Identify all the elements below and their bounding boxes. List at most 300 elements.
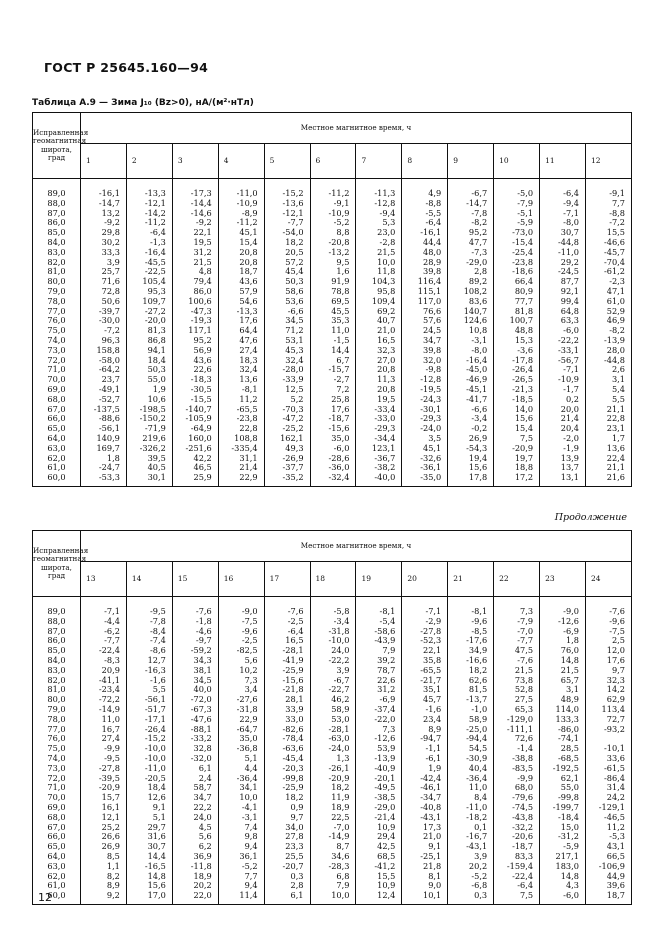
value-cell: 18,2 [448, 666, 494, 676]
value-cell: 34,5 [264, 316, 310, 326]
value-cell: 9,7 [264, 813, 310, 823]
value-cell: -78,4 [264, 734, 310, 744]
value-cell: -52,7 [81, 395, 127, 405]
document-header: ГОСТ Р 25645.160—94 [44, 60, 209, 75]
table-row [33, 813, 632, 823]
value-cell: 15,7 [81, 793, 127, 803]
value-cell: -14,7 [81, 199, 127, 209]
value-cell: 124,6 [448, 316, 494, 326]
value-cell: -24,7 [81, 463, 127, 473]
value-cell: 160,0 [172, 434, 218, 444]
value-cell: -51,7 [126, 705, 172, 715]
value-cell: 39,2 [356, 656, 402, 666]
value-cell: -45,4 [264, 754, 310, 764]
value-cell: 30,1 [126, 473, 172, 486]
value-cell: -29,3 [356, 424, 402, 434]
value-cell: 52,9 [585, 307, 631, 317]
value-cell: 45,7 [402, 695, 448, 705]
value-cell: -20,9 [81, 783, 127, 793]
value-cell: -22,0 [356, 715, 402, 725]
value-cell: 77,7 [494, 297, 540, 307]
value-cell: -12,1 [264, 209, 310, 219]
value-cell: -5,0 [494, 179, 540, 199]
table-row [33, 365, 632, 375]
value-cell: -93,2 [585, 725, 631, 735]
value-cell: 34,0 [264, 823, 310, 833]
value-cell: -40,8 [402, 803, 448, 813]
value-cell: 46,9 [585, 316, 631, 326]
value-cell: -40,9 [356, 764, 402, 774]
value-cell: 7,2 [310, 385, 356, 395]
value-cell: -38,8 [494, 754, 540, 764]
value-cell: -47,2 [264, 414, 310, 424]
value-cell: -44,8 [585, 356, 631, 366]
hour-header-21: 21 [448, 562, 494, 597]
value-cell: 25,8 [310, 395, 356, 405]
value-cell: -4,4 [81, 617, 127, 627]
latitude-cell: 84,0 [33, 238, 81, 248]
value-cell: -30,1 [402, 405, 448, 415]
value-cell: 63,3 [540, 316, 586, 326]
value-cell: -94,7 [402, 734, 448, 744]
value-cell: 3,1 [585, 375, 631, 385]
data-table-hours-1-12 [32, 112, 632, 487]
value-cell: 117,1 [172, 326, 218, 336]
value-cell: 8,7 [310, 842, 356, 852]
value-cell: 55,0 [126, 375, 172, 385]
value-cell: 16,5 [264, 636, 310, 646]
value-cell: -13,9 [585, 336, 631, 346]
latitude-cell: 62,0 [33, 454, 81, 464]
value-cell: -3,6 [494, 346, 540, 356]
value-cell: 17,6 [310, 405, 356, 415]
latitude-cell: 81,0 [33, 685, 81, 695]
value-cell: -36,0 [310, 463, 356, 473]
value-cell: -199,7 [540, 803, 586, 813]
value-cell: 140,7 [448, 307, 494, 317]
value-cell: -7,1 [81, 597, 127, 617]
value-cell: 20,5 [264, 248, 310, 258]
value-cell: -32,4 [310, 473, 356, 486]
value-cell: 15,6 [126, 881, 172, 891]
value-cell: 133,3 [540, 715, 586, 725]
value-cell: -335,4 [218, 444, 264, 454]
value-cell: -6,2 [81, 627, 127, 637]
value-cell: 4,8 [172, 267, 218, 277]
value-cell: 12,4 [356, 891, 402, 904]
value-cell: -14,9 [310, 832, 356, 842]
value-cell: -1,7 [540, 385, 586, 395]
value-cell: -63,0 [310, 734, 356, 744]
value-cell: -9,7 [172, 636, 218, 646]
value-cell: -8,6 [126, 646, 172, 656]
value-cell: -56,7 [540, 356, 586, 366]
value-cell: 7,7 [218, 872, 264, 882]
value-cell: -41,7 [448, 395, 494, 405]
value-cell: -36,4 [448, 774, 494, 784]
value-cell: 20,8 [218, 258, 264, 268]
value-cell: 33,9 [264, 705, 310, 715]
value-cell: -16,1 [402, 228, 448, 238]
value-cell: 19,4 [448, 454, 494, 464]
value-cell: -71,9 [126, 424, 172, 434]
value-cell: -6,4 [540, 179, 586, 199]
value-cell: -82,5 [218, 646, 264, 656]
value-cell: 31,1 [218, 454, 264, 464]
value-cell: 7,5 [494, 434, 540, 444]
value-cell: 30,7 [540, 228, 586, 238]
value-cell: 14,8 [126, 872, 172, 882]
value-cell: 47,6 [218, 336, 264, 346]
value-cell: -33,2 [172, 734, 218, 744]
value-cell: -2,3 [585, 277, 631, 287]
value-cell: 10,0 [310, 891, 356, 904]
value-cell: -64,2 [81, 365, 127, 375]
value-cell: 6,2 [172, 842, 218, 852]
value-cell: -40,0 [356, 473, 402, 486]
table-body [33, 597, 632, 905]
value-cell: 27,5 [494, 695, 540, 705]
value-cell: 15,4 [218, 238, 264, 248]
value-cell: 18,3 [218, 356, 264, 366]
value-cell: -17,6 [448, 636, 494, 646]
value-cell: 71,2 [264, 326, 310, 336]
value-cell: 10,2 [218, 666, 264, 676]
value-cell: -36,4 [218, 774, 264, 784]
value-cell: 114,0 [540, 705, 586, 715]
value-cell: 219,6 [126, 434, 172, 444]
value-cell: 29,8 [81, 228, 127, 238]
value-cell: 217,1 [540, 852, 586, 862]
value-cell: 44,4 [402, 238, 448, 248]
value-cell: -14,2 [126, 209, 172, 219]
value-cell: -1,6 [402, 705, 448, 715]
value-cell: 32,3 [356, 346, 402, 356]
value-cell: -32,2 [494, 823, 540, 833]
value-cell: 33,6 [585, 754, 631, 764]
value-cell: -11,3 [356, 179, 402, 199]
value-cell: -64,9 [172, 424, 218, 434]
latitude-cell: 85,0 [33, 646, 81, 656]
value-cell: -86,4 [585, 774, 631, 784]
value-cell: 8,9 [81, 881, 127, 891]
value-cell: -9,0 [218, 597, 264, 617]
value-cell: -11,2 [126, 218, 172, 228]
value-cell: -67,3 [172, 705, 218, 715]
value-cell: 100,7 [494, 316, 540, 326]
value-cell: -9,2 [172, 218, 218, 228]
value-cell: 32,4 [218, 365, 264, 375]
latitude-cell: 73,0 [33, 764, 81, 774]
value-cell: -6,4 [402, 218, 448, 228]
value-cell: -9,6 [585, 617, 631, 627]
value-cell: -9,4 [540, 199, 586, 209]
value-cell: 12,6 [126, 793, 172, 803]
value-cell: -15,6 [264, 676, 310, 686]
value-cell: 15,0 [540, 823, 586, 833]
table-row [33, 832, 632, 842]
value-cell: -10,9 [218, 199, 264, 209]
value-cell: -7,2 [585, 218, 631, 228]
value-cell: 58,9 [310, 705, 356, 715]
value-cell: -41,9 [264, 656, 310, 666]
value-cell: -16,3 [126, 666, 172, 676]
value-cell: 10,1 [402, 891, 448, 904]
value-cell: 7,9 [356, 646, 402, 656]
value-cell: 140,9 [81, 434, 127, 444]
value-cell: 64,8 [540, 307, 586, 317]
value-cell: -8,1 [448, 597, 494, 617]
value-cell: 21,5 [540, 666, 586, 676]
value-cell: 57,9 [218, 287, 264, 297]
value-cell: 31,2 [172, 248, 218, 258]
value-cell: 7,5 [494, 891, 540, 904]
value-cell: -43,8 [494, 813, 540, 823]
value-cell: 45,3 [264, 346, 310, 356]
value-cell: 39,5 [126, 454, 172, 464]
latitude-cell: 63,0 [33, 444, 81, 454]
value-cell: 5,1 [126, 813, 172, 823]
latitude-cell: 67,0 [33, 405, 81, 415]
value-cell: -2,9 [402, 617, 448, 627]
value-cell: -24,0 [310, 744, 356, 754]
value-cell: -25,0 [448, 725, 494, 735]
value-cell: -5,8 [310, 597, 356, 617]
value-cell: -2,7 [310, 375, 356, 385]
value-cell: 116,4 [402, 277, 448, 287]
value-cell: 10,0 [218, 793, 264, 803]
value-cell: 34,3 [172, 656, 218, 666]
latitude-cell: 64,0 [33, 434, 81, 444]
value-cell: 3,9 [81, 258, 127, 268]
value-cell: 22,4 [585, 454, 631, 464]
value-cell: -8,2 [585, 326, 631, 336]
value-cell: 4,5 [172, 823, 218, 833]
value-cell: 158,8 [81, 346, 127, 356]
value-cell: -44,8 [540, 238, 586, 248]
hour-header-22: 22 [494, 562, 540, 597]
value-cell: 40,4 [448, 764, 494, 774]
value-cell: -30,0 [81, 316, 127, 326]
value-cell: -38,5 [356, 793, 402, 803]
value-cell: -10,0 [126, 754, 172, 764]
latitude-cell: 68,0 [33, 395, 81, 405]
hour-header-20: 20 [402, 562, 448, 597]
value-cell: 8,9 [402, 725, 448, 735]
value-cell: 9,5 [310, 258, 356, 268]
hour-header-4: 4 [218, 144, 264, 179]
value-cell: 10,6 [126, 395, 172, 405]
latitude-cell: 70,0 [33, 793, 81, 803]
value-cell: 24,0 [310, 646, 356, 656]
value-cell: -21,7 [402, 676, 448, 686]
value-cell: 2,8 [264, 881, 310, 891]
value-cell: -52,3 [402, 636, 448, 646]
value-cell: 29,4 [356, 832, 402, 842]
value-cell: 109,4 [356, 297, 402, 307]
value-cell: -56,1 [81, 424, 127, 434]
value-cell: -16,4 [448, 356, 494, 366]
value-cell: -6,7 [310, 676, 356, 686]
value-cell: 28,9 [402, 258, 448, 268]
value-cell: -12,8 [402, 375, 448, 385]
value-cell: -25,4 [494, 248, 540, 258]
hour-header-17: 17 [264, 562, 310, 597]
value-cell: 11,2 [585, 823, 631, 833]
value-cell: -6,0 [540, 891, 586, 904]
value-cell: -129,1 [585, 803, 631, 813]
value-cell: -24,5 [540, 267, 586, 277]
value-cell: 15,5 [585, 228, 631, 238]
hour-header-3: 3 [172, 144, 218, 179]
value-cell: -0,2 [448, 424, 494, 434]
value-cell: -7,6 [494, 656, 540, 666]
latitude-cell: 72,0 [33, 356, 81, 366]
value-cell: 25,2 [81, 823, 127, 833]
value-cell: -19,5 [402, 385, 448, 395]
value-cell: -23,8 [218, 414, 264, 424]
value-cell: -45,5 [126, 258, 172, 268]
value-cell: 4,3 [540, 881, 586, 891]
latitude-cell: 88,0 [33, 617, 81, 627]
value-cell: 15,5 [356, 872, 402, 882]
value-cell: -11,0 [540, 248, 586, 258]
value-cell: 14,4 [126, 852, 172, 862]
value-cell: -16,7 [448, 832, 494, 842]
value-cell: 22,9 [218, 473, 264, 486]
value-cell: -5,2 [310, 218, 356, 228]
value-cell: 66,5 [585, 852, 631, 862]
value-cell: -8,8 [585, 209, 631, 219]
value-cell: 54,6 [218, 297, 264, 307]
value-cell: 10,9 [356, 823, 402, 833]
value-cell: -9,5 [126, 597, 172, 617]
value-cell: -38,2 [356, 463, 402, 473]
value-cell: 25,5 [264, 852, 310, 862]
value-cell: 22,2 [172, 803, 218, 813]
value-cell: 11,4 [218, 891, 264, 904]
value-cell: -64,7 [218, 725, 264, 735]
continuation-label: Продолжение [554, 512, 627, 523]
value-cell: 53,0 [310, 715, 356, 725]
value-cell: -12,6 [540, 617, 586, 627]
value-cell: 35,8 [402, 656, 448, 666]
value-cell: 20,8 [218, 248, 264, 258]
value-cell: 4,9 [402, 179, 448, 199]
value-cell: -27,8 [81, 764, 127, 774]
value-cell: 100,6 [172, 297, 218, 307]
latitude-cell: 72,0 [33, 774, 81, 784]
value-cell: -13,3 [126, 179, 172, 199]
value-cell: -137,5 [81, 405, 127, 415]
latitude-cell: 76,0 [33, 316, 81, 326]
value-cell: 3,4 [218, 685, 264, 695]
value-cell: 32,8 [172, 744, 218, 754]
value-cell: 72,7 [585, 715, 631, 725]
value-cell: -39,5 [81, 774, 127, 784]
hour-header-6: 6 [310, 144, 356, 179]
value-cell: -22,5 [126, 267, 172, 277]
value-cell: -18,7 [310, 414, 356, 424]
value-cell: 16,7 [81, 725, 127, 735]
value-cell: 123,1 [356, 444, 402, 454]
value-cell: -47,6 [172, 715, 218, 725]
value-cell: -18,6 [494, 267, 540, 277]
value-cell: 9,1 [402, 842, 448, 852]
value-cell: 43,1 [585, 842, 631, 852]
value-cell: 69,2 [356, 307, 402, 317]
data-table-hours-13-24 [32, 530, 632, 905]
value-cell: 21,5 [172, 258, 218, 268]
value-cell: -34,4 [356, 434, 402, 444]
value-cell: 23,7 [81, 375, 127, 385]
value-cell: 11,9 [310, 793, 356, 803]
value-cell: -2,8 [356, 238, 402, 248]
value-cell: -8,9 [218, 209, 264, 219]
value-cell: 13,7 [540, 463, 586, 473]
value-cell: 17,3 [402, 823, 448, 833]
value-cell: -99,8 [264, 774, 310, 784]
value-cell: 48,9 [540, 695, 586, 705]
value-cell: 1,3 [310, 754, 356, 764]
value-cell: -3,4 [448, 414, 494, 424]
value-cell: 81,3 [126, 326, 172, 336]
value-cell: 2,5 [585, 636, 631, 646]
value-cell: -8,8 [402, 199, 448, 209]
table-row [33, 434, 632, 444]
value-cell: 26,9 [448, 434, 494, 444]
latitude-cell: 60,0 [33, 891, 81, 904]
value-cell: -43,9 [356, 636, 402, 646]
value-cell: -31,8 [218, 705, 264, 715]
value-cell: 81,8 [494, 307, 540, 317]
table-row [33, 375, 632, 385]
value-cell: 0,1 [448, 823, 494, 833]
value-cell: 5,6 [172, 832, 218, 842]
value-cell: -29,0 [356, 803, 402, 813]
value-cell: -9,5 [81, 754, 127, 764]
value-cell: 15,6 [448, 463, 494, 473]
value-cell: -56,1 [126, 695, 172, 705]
value-cell: 1,9 [126, 385, 172, 395]
value-cell: -26,4 [126, 725, 172, 735]
value-cell: 39,6 [585, 881, 631, 891]
value-cell: -1,0 [448, 705, 494, 715]
value-cell: 8,2 [81, 872, 127, 882]
value-cell: -8,2 [448, 218, 494, 228]
value-cell: 94,1 [126, 346, 172, 356]
latitude-cell: 65,0 [33, 424, 81, 434]
value-cell: -16,6 [448, 656, 494, 666]
value-cell: 3,5 [402, 434, 448, 444]
value-cell: 35,0 [310, 434, 356, 444]
value-cell: -105,9 [172, 414, 218, 424]
value-cell: -7,2 [81, 326, 127, 336]
latitude-cell: 78,0 [33, 297, 81, 307]
value-cell: 35,3 [310, 316, 356, 326]
value-cell: -5,2 [218, 862, 264, 872]
value-cell: -1,3 [126, 238, 172, 248]
value-cell: 25,9 [172, 473, 218, 486]
value-cell: 68,0 [494, 783, 540, 793]
value-cell: 72,6 [494, 734, 540, 744]
value-cell: -7,6 [172, 597, 218, 617]
table-row [33, 744, 632, 754]
value-cell: 13,6 [218, 375, 264, 385]
latitude-cell: 71,0 [33, 783, 81, 793]
value-cell: -10,1 [585, 744, 631, 754]
value-cell: 1,7 [585, 434, 631, 444]
